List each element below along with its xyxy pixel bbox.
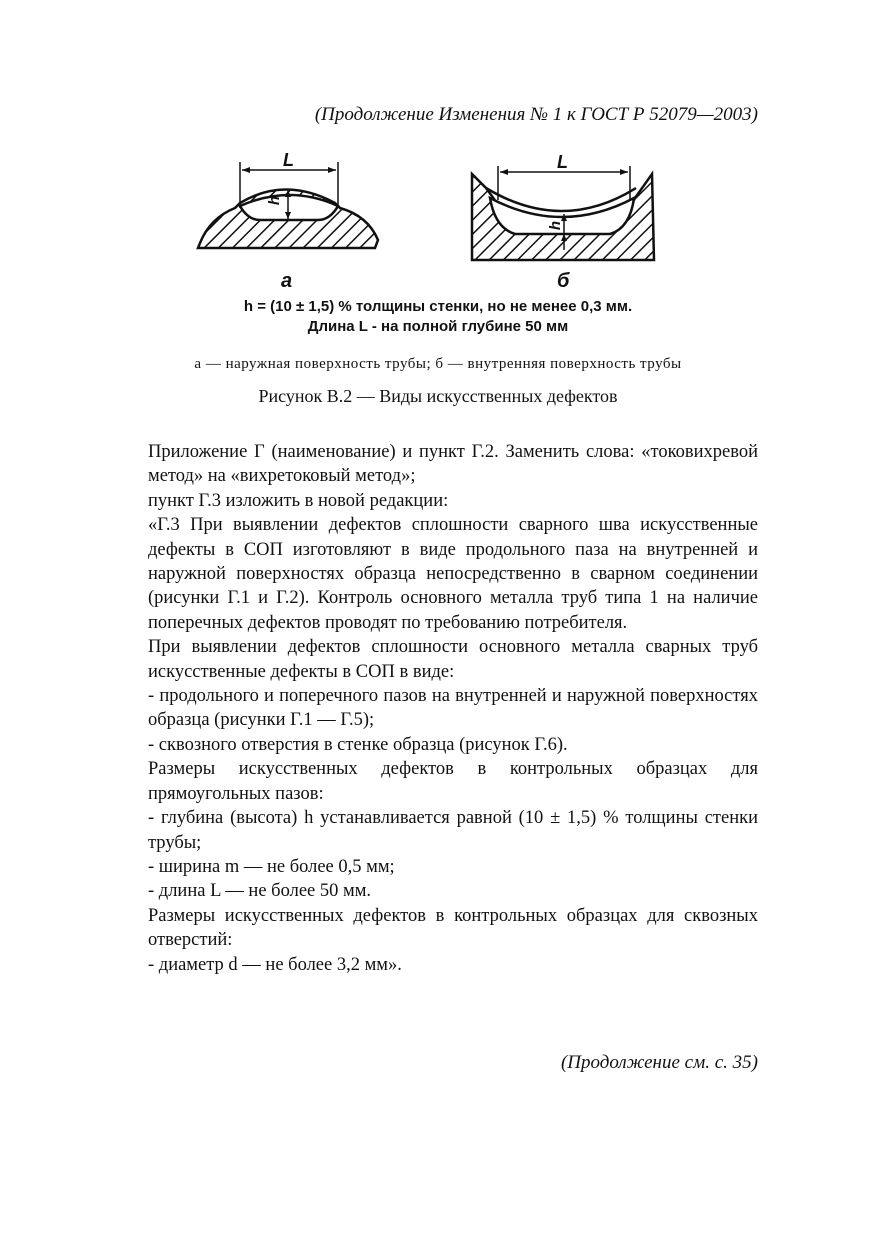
figure-b-L-label: L: [557, 152, 568, 172]
paragraph: - продольного и поперечного пазов на внутренней и наружной поверхностях образца (рисунки Г.1 — Г.5);: [148, 686, 758, 731]
paragraph: - длина L — не более 50 мм.: [148, 881, 372, 902]
defect-figure: [190, 148, 670, 298]
page-header: (Продолжение Изменения № 1 к ГОСТ Р 52079—2003): [314, 104, 758, 125]
paragraph: - диаметр d — не более 3,2 мм».: [148, 954, 402, 975]
figure-b-inner-defect: [472, 166, 654, 260]
paragraph: Размеры искусственных дефектов в контрольных образцах для прямоугольных пазов:: [148, 759, 758, 804]
figure-a-h-label: h: [266, 195, 284, 206]
paragraph: «Г.3 При выявлении дефектов сплошности сварного шва искусственные дефекты в СОП изготовляют в виде продольного паза на внутренней и наружной поверхностях образца непосредственно в сварном соединении (рисунки Г.1 и Г.2). Контроль основного металла труб типа 1 на наличие поперечных дефектов проводят по требованию потребителя.: [148, 515, 758, 633]
paragraph: - глубина (высота) h устанавливается равной (10 ± 1,5) % толщины стенки трубы;: [148, 808, 758, 853]
page-footer: (Продолжение см. с. 35): [560, 1052, 758, 1073]
document-body: [148, 440, 758, 977]
paragraph: Приложение Г (наименование) и пункт Г.2. Заменить слова: «токовихревой метод» на «вихретоковый метод»;: [148, 442, 758, 487]
figure-b-h-label: h: [547, 220, 565, 231]
figure-b-label: б: [557, 270, 570, 292]
figure-a-outer-defect: [198, 162, 378, 248]
figure-note-line1: h = (10 ± 1,5) % толщины стенки, но не менее 0,3 мм.: [243, 298, 633, 315]
paragraph: пункт Г.3 изложить в новой редакции:: [148, 490, 449, 511]
figure-legend: а — наружная поверхность трубы; б — внутренняя поверхность трубы: [194, 356, 682, 372]
paragraph: - сквозного отверстия в стенке образца (рисунок Г.6).: [148, 734, 568, 755]
figure-a-label: а: [281, 270, 293, 292]
paragraph: Размеры искусственных дефектов в контрольных образцах для сквозных отверстий:: [148, 905, 758, 951]
paragraph: - ширина m — не более 0,5 мм;: [148, 856, 395, 877]
paragraph: При выявлении дефектов сплошности основного металла сварных труб искусственные дефекты в СОП в виде:: [148, 637, 758, 682]
figure-caption: Рисунок В.2 — Виды искусственных дефектов: [258, 386, 618, 406]
figure-a-L-label: L: [283, 150, 294, 170]
figure-note-line2: Длина L - на полной глубине 50 мм: [307, 318, 569, 335]
